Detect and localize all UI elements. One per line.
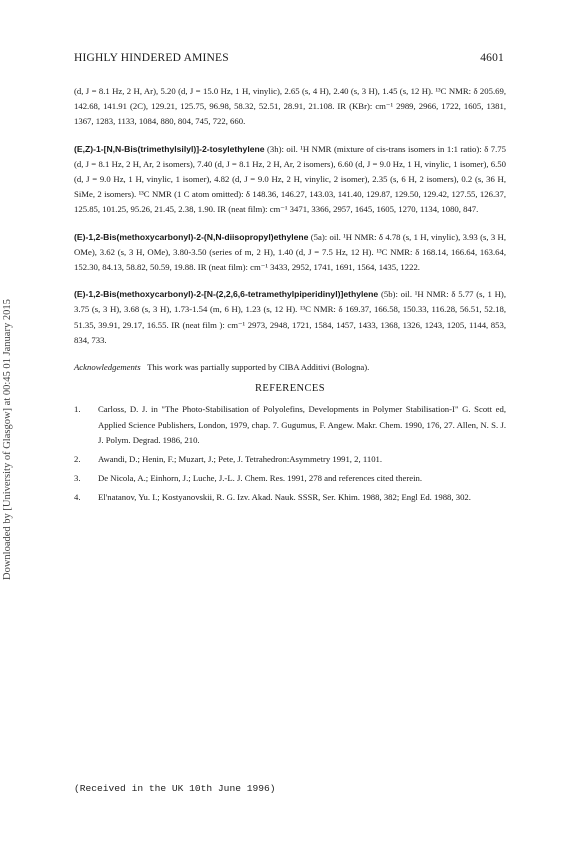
paragraph-text: (d, J = 8.1 Hz, 2 H, Ar), 5.20 (d, J = 15.0 Hz, 1 H, vinylic), 2.65 (s, 4 H), 2.40 (s, 3 H), 1.45 (s, 12 H). ¹³C NMR: δ 205.69, 142.68, 141.91 (2C), 129.21, 125.75, 96.98, 58.32, 52.51, 28.91, 21.108. IR (KBr): cm⁻¹ 2989, 2966, 1722, 1605, 1381, 1367, 1283, 1133, 1084, 880, 804, 745, 722, 660. bbox=[74, 86, 506, 127]
reference-text: Awandi, D.; Henin, F.; Muzart, J.; Pete, J. Tetrahedron:Asymmetry 1991, 2, 1101. bbox=[98, 454, 383, 465]
acknowledgements-label: Acknowledgements bbox=[74, 362, 141, 373]
reference-number: 2. bbox=[74, 454, 81, 465]
compound-5a-paragraph bbox=[74, 230, 506, 276]
compound-name: (E,Z)-1-[N,N-Bis(trimethylsilyl)]-2-tosylethylene bbox=[74, 143, 265, 154]
reference-text: El'natanov, Yu. I.; Kostyanovskii, R. G. Izv. Akad. Nauk. SSSR, Ser. Khim. 1988, 382; Engl Ed. 1988, 302. bbox=[98, 492, 471, 503]
compound-5b-paragraph bbox=[74, 287, 506, 348]
paragraph-text: (5b): oil. ¹H NMR: δ 5.77 (s, 1 H), 3.75 (s, 3 H), 3.68 (s, 3 H), 1.73-1.54 (m, 6 H), 1.23 (s, 12 H). ¹³C NMR: δ 169.37, 166.58, 150.33, 116.28, 56.51, 52.18, 51.35, 39.91, 29.17, 16.55. IR (neat film ): cm⁻¹ 2973, 2948, 1721, 1584, 1457, 1433, 1368, 1326, 1243, 1205, 1144, 853, 834, 733. bbox=[74, 289, 506, 345]
running-title: HIGHLY HINDERED AMINES bbox=[74, 52, 229, 64]
reference-number: 4. bbox=[74, 492, 81, 503]
reference-item bbox=[74, 402, 506, 448]
download-watermark: Downloaded by [University of Glasgow] at 00:45 01 January 2015 bbox=[2, 299, 13, 581]
acknowledgements-text: This work was partially supported by CIBA Additivi (Bologna). bbox=[147, 362, 370, 373]
page-header bbox=[74, 52, 504, 64]
compound-name: (E)-1,2-Bis(methoxycarbonyl)-2-(N,N-diisopropyl)ethylene bbox=[74, 231, 309, 242]
reference-number: 1. bbox=[74, 404, 81, 415]
reference-text: De Nicola, A.; Einhorn, J.; Luche, J.-L. J. Chem. Res. 1991, 278 and references cited therein. bbox=[98, 473, 423, 484]
received-date: (Received in the UK 10th June 1996) bbox=[74, 783, 276, 794]
compound-name: (E)-1,2-Bis(methoxycarbonyl)-2-[N-(2,2,6,6-tetramethylpiperidinyl)]ethylene bbox=[74, 289, 379, 300]
reference-text: Carloss, D. J. in "The Photo-Stabilisation of Polyolefins, Developments in Polymer Stabilisation-I" G. Scott ed, Applied Science Publishers, London, 1979, chap. 7. Gugumus, F. Angew. Makr. Chem. 1990, 176, 27. Allen, N. S. J. J. Polym. Degrad. 1986, 210. bbox=[98, 404, 506, 445]
paragraph-continued bbox=[74, 84, 506, 130]
reference-item bbox=[74, 452, 506, 467]
page-number: 4601 bbox=[480, 52, 504, 64]
acknowledgements bbox=[74, 360, 506, 375]
references-heading: REFERENCES bbox=[255, 383, 325, 395]
reference-number: 3. bbox=[74, 473, 81, 484]
article-body bbox=[74, 84, 506, 510]
compound-3h-paragraph bbox=[74, 142, 506, 218]
paragraph-text: (3h): oil. ¹H NMR (mixture of cis-trans isomers in 1:1 ratio): δ 7.75 (d, J = 8.1 Hz, 2 H, Ar, 2 isomers), 7.40 (d, J = 8.1 Hz, 2 H, Ar, 2 isomers), 6.60 (d, J = 9.0 Hz, 1 H, vinylic, 1 isomer), 6.50 (d, J = 9.0 Hz, 1 H, vinylic, 1 isomer), 4.82 (d, J = 9.0 Hz, 2 H, vinylic, 2 isomer), 2.35 (s, 6 H, 2 isomers), 0.2 (s, 36 H, SiMe, 2 isomers). ¹³C NMR (1 C atom omitted): δ 148.36, 146.27, 143.03, 141.40, 129.87, 129.50, 129.42, 127.55, 126.37, 125.85, 101.25, 95.26, 21.45, 2.38, 1.90. IR (neat film): cm⁻¹ 3471, 3366, 2957, 1645, 1605, 1270, 1134, 1080, 847. bbox=[74, 143, 506, 215]
reference-item bbox=[74, 490, 506, 505]
paragraph-text: (5a): oil. ¹H NMR: δ 4.78 (s, 1 H, vinylic), 3.93 (s, 3 H, OMe), 3.62 (s, 3 H, OMe), 3.80-3.50 (series of m, 2 H), 1.40 (d, J = 7.5 Hz, 12 H). ¹³C NMR: δ 168.14, 166.64, 163.64, 152.30, 84.13, 58.82, 50.59, 19.88. IR (neat film): cm⁻¹ 3433, 2952, 1741, 1691, 1564, 1435, 1222. bbox=[74, 231, 506, 273]
reference-item bbox=[74, 471, 506, 486]
